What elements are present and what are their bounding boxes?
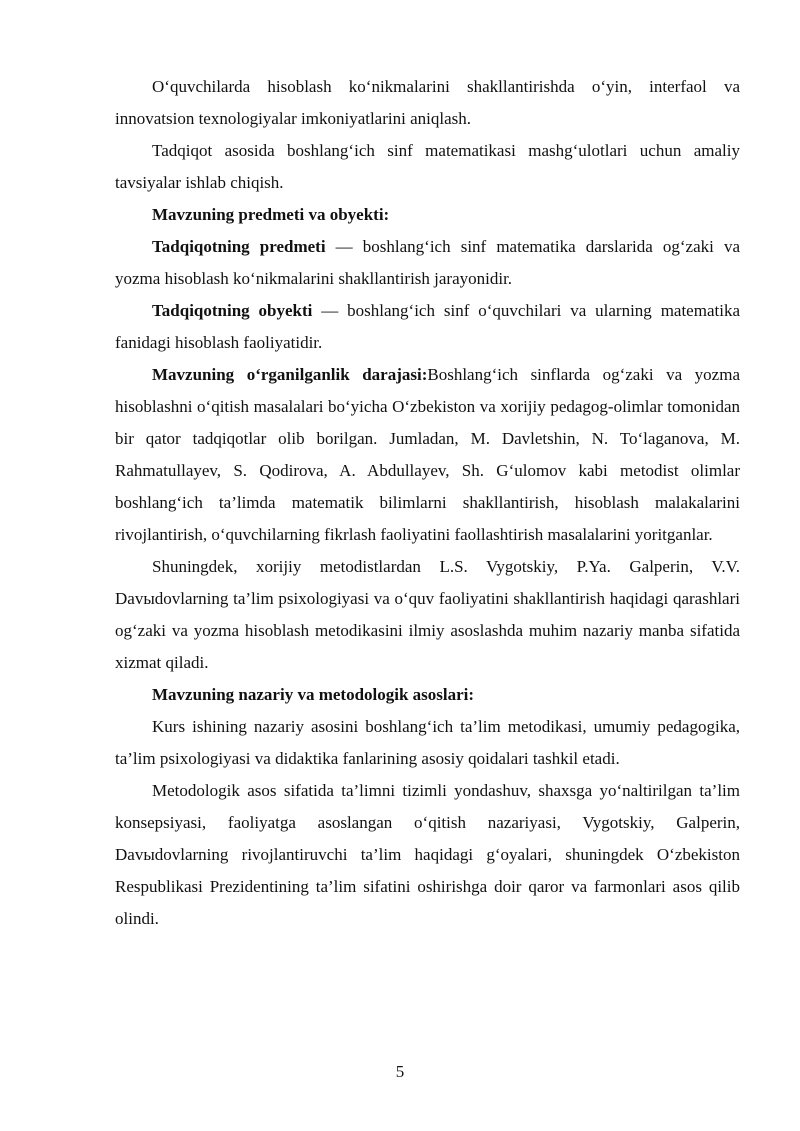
- paragraph-foreign-methodists: [115, 551, 740, 679]
- paragraph-text: — boshlang‘ich sinf o‘quvchilari va ularning matematika fanidagi hisoblash faoliyatidir.: [115, 301, 740, 352]
- paragraph-text: Metodologik asos sifatida ta’limni tizimli yondashuv, shaxsga yo‘naltirilgan ta’lim konsepsiyasi, faoliyatga asoslangan o‘qitish nazariyasi, Vygotskiy, Galperin, Davыdovlarning rivojlantiruvchi ta’lim haqidagi g‘oyalari, shuningdek O‘zbekiston Respublikasi Prezidentining ta’lim sifatini oshirishga doir qaror va farmonlari asos qilib olindi.: [115, 781, 740, 928]
- paragraph-text: — boshlang‘ich sinf matematika darslarida og‘zaki va yozma hisoblash ko‘nikmalarini shakllantirish jarayonidir.: [115, 237, 740, 288]
- paragraph-methodological-basis: [115, 775, 740, 935]
- paragraph-text: Shuningdek, xorijiy metodistlardan L.S. Vygotskiy, P.Ya. Galperin, V.V. Davыdovlarning ta’lim psixologiyasi va o‘quv faoliyatini shakllantirish haqidagi qarashlari og‘zaki va yozma hisoblash metodikasini ilmiy asoslashda muhim nazariy manba sifatida xizmat qiladi.: [115, 557, 740, 672]
- paragraph-research-subject: [115, 231, 740, 295]
- paragraph-goal-recommendations: [115, 135, 740, 199]
- paragraph-lead: Mavzuning o‘rganilganlik darajasi:: [152, 365, 428, 384]
- heading-subject-object: Mavzuning predmeti va obyekti:: [152, 205, 390, 224]
- paragraph-lead: Tadqiqotning predmeti: [152, 237, 326, 256]
- heading-theory-methodology: Mavzuning nazariy va metodologik asoslari:: [152, 685, 475, 704]
- paragraph-goal-identify: [115, 71, 740, 135]
- paragraph-text: Kurs ishining nazariy asosini boshlang‘ich ta’lim metodikasi, umumiy pedagogika, ta’lim psixologiyasi va didaktika fanlarining asosiy qoidalari tashkil etadi.: [115, 717, 740, 768]
- paragraph-text: Tadqiqot asosida boshlang‘ich sinf matematikasi mashg‘ulotlari uchun amaliy tavsiyalar ishlab chiqish.: [115, 141, 740, 192]
- paragraph-text: Boshlang‘ich sinflarda og‘zaki va yozma hisoblashni o‘qitish masalalari bo‘yicha O‘zbekiston va xorijiy pedagog-olimlar tomonidan bir qator tadqiqotlar olib borilgan. Jumladan, M. Davletshin, N. To‘laganova, M. Rahmatullayev, S. Qodirova, A. Abdullayev, Sh. G‘ulomov kabi metodist olimlar boshlang‘ich ta’limda matematik bilimlarni shakllantirish, hisoblash malakalarini rivojlantirish, o‘quvchilarning fikrlash faoliyatini faollashtirish masalalarini yoritganlar.: [115, 365, 740, 544]
- paragraph-lead: Tadqiqotning obyekti: [152, 301, 313, 320]
- paragraph-research-object: [115, 295, 740, 359]
- paragraph-text: O‘quvchilarda hisoblash ko‘nikmalarini shakllantirishda o‘yin, interfaol va innovatsion texnologiyalar imkoniyatlarini aniqlash.: [115, 77, 740, 128]
- paragraph-theoretical-basis: [115, 711, 740, 775]
- paragraph-study-level: [115, 359, 740, 551]
- page-number: 5: [395, 1062, 405, 1081]
